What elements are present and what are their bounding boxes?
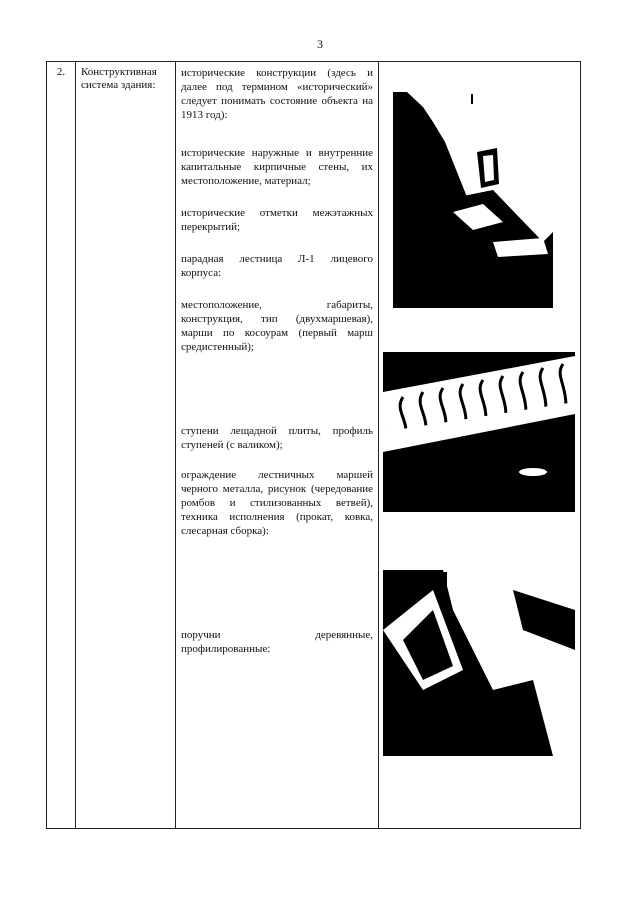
protected-item: исторические конструкции (здесь и далее под термином «исторический» следует понимать состояние объекта на 1913 год): [181, 67, 373, 121]
protected-item: поручни деревянные, профилированные: [181, 629, 373, 655]
protected-item: местоположение, габариты, конструкция, тип (двухмаршевая), марши по косоурам (первый марш средистенный); [181, 299, 373, 353]
protected-item: исторические наружные и внутренние капитальные кирпичные стены, их местоположение, материал; [181, 147, 373, 187]
document-table [46, 61, 581, 829]
handrail-photo [383, 570, 575, 756]
protected-item: ступени лещадной плиты, профиль ступеней (с валиком); [181, 425, 373, 451]
railing-photo [383, 352, 575, 512]
page-number: 3 [317, 37, 323, 51]
column-divider [378, 62, 379, 828]
protected-item: исторические отметки межэтажных перекрытий; [181, 207, 373, 233]
column-divider [75, 62, 76, 828]
protected-item: парадная лестница Л-1 лицевого корпуса: [181, 253, 373, 279]
row-label: Конструктивная система здания: [81, 66, 157, 91]
protected-item: ограждение лестничных маршей черного металла, рисунок (чередование ромбов и стилизованных ветвей), техника исполнения (прокат, ковка, слесарная сборка): [181, 469, 373, 537]
staircase-photo [393, 92, 553, 308]
column-divider [175, 62, 176, 828]
row-number: 2. [56, 66, 66, 78]
